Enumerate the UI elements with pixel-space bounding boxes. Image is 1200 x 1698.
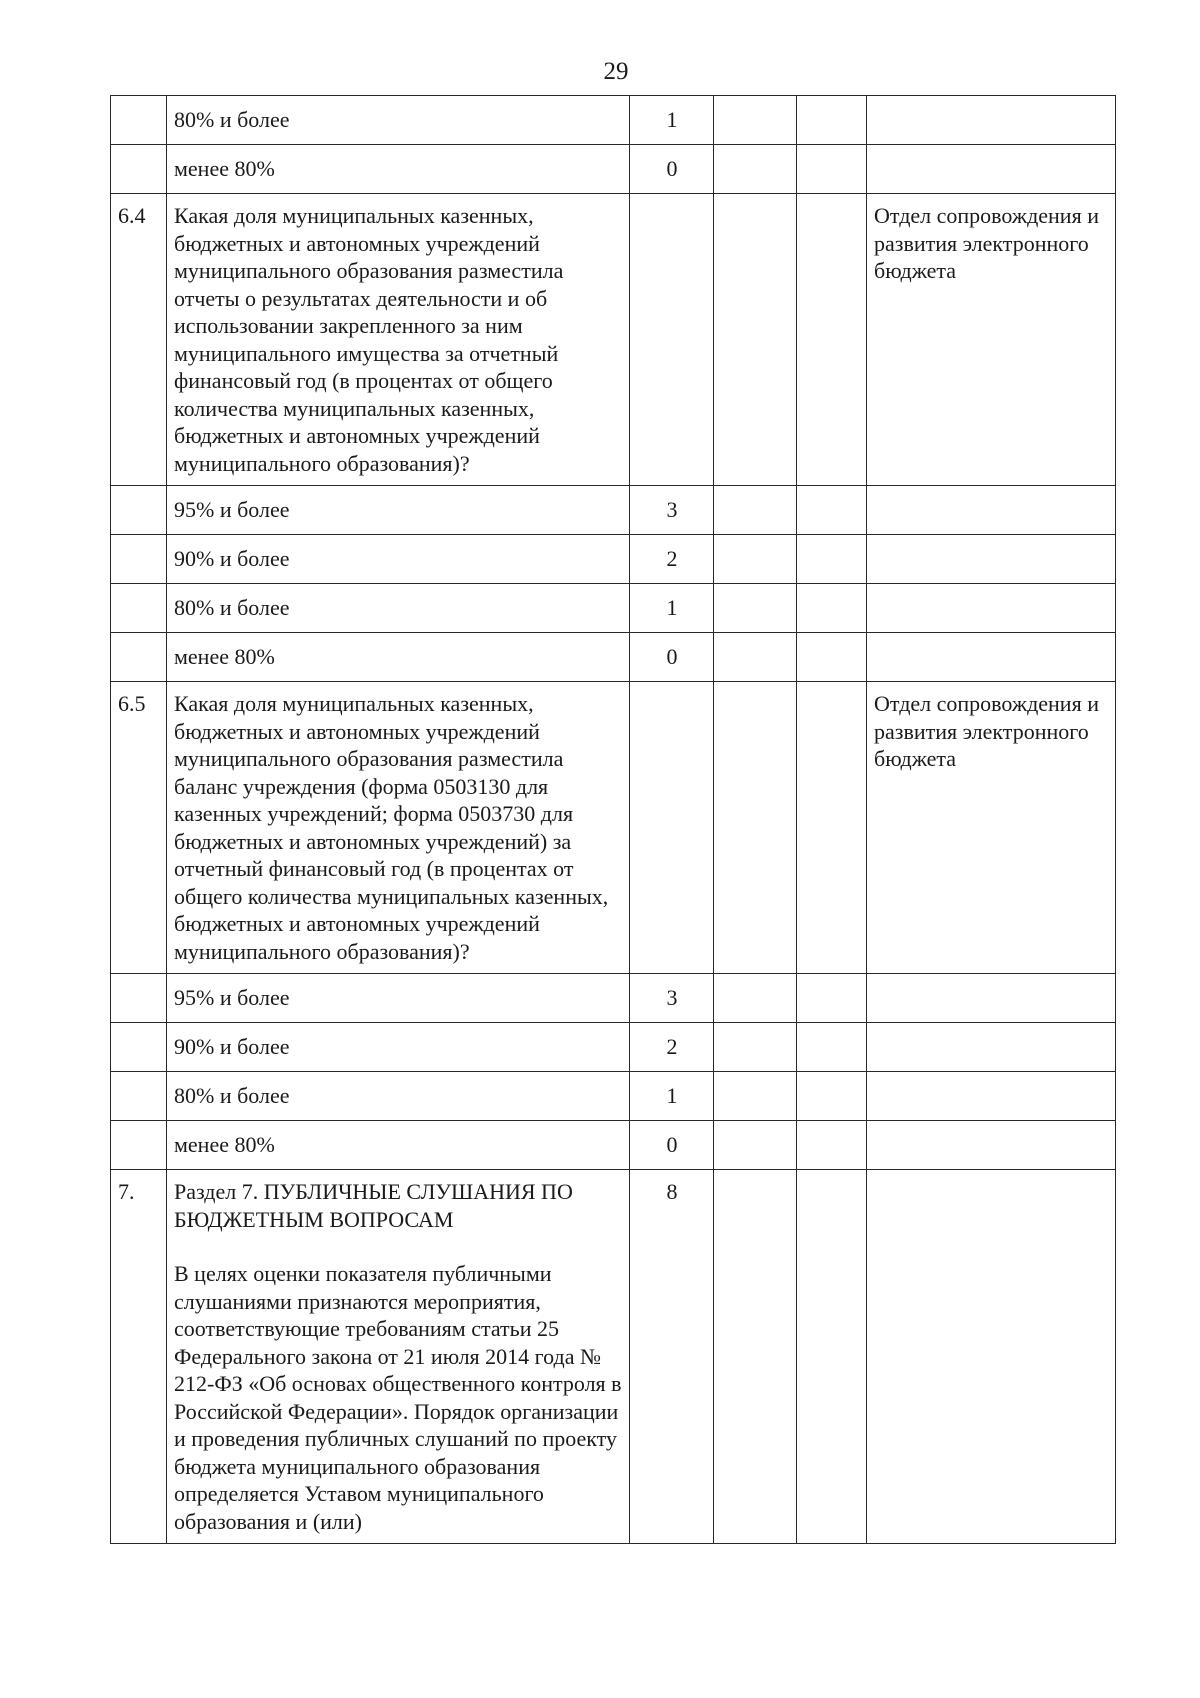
department-cell	[867, 974, 1116, 1023]
department-cell	[867, 486, 1116, 535]
empty-cell	[714, 1121, 797, 1170]
section-title: Раздел 7. ПУБЛИЧНЫЕ СЛУШАНИЯ ПО БЮДЖЕТНЫМ ВОПРОСАМ	[174, 1179, 573, 1232]
empty-cell	[797, 682, 867, 974]
empty-cell	[714, 486, 797, 535]
empty-cell	[714, 682, 797, 974]
row-number	[111, 1023, 167, 1072]
row-number	[111, 145, 167, 194]
paragraph-gap	[174, 1233, 623, 1260]
empty-cell	[714, 535, 797, 584]
criterion-text: 80% и более	[167, 1072, 630, 1121]
empty-cell	[797, 584, 867, 633]
table-row	[111, 1121, 1116, 1170]
row-number	[111, 974, 167, 1023]
empty-cell	[867, 1170, 1116, 1544]
empty-cell	[797, 96, 867, 145]
criterion-text: 80% и более	[167, 584, 630, 633]
row-number: 6.5	[111, 682, 167, 974]
department-cell	[867, 145, 1116, 194]
criterion-text: 95% и более	[167, 974, 630, 1023]
table-row	[111, 535, 1116, 584]
score-cell	[630, 194, 714, 486]
criterion-text: менее 80%	[167, 1121, 630, 1170]
table-row	[111, 1023, 1116, 1072]
criterion-question: Какая доля муниципальных казенных, бюджетных и автономных учреждений муниципального образования разместила баланс учреждения (форма 0503130 для казенных учреждений; форма 0503730 для бюджетных и автономных учреждений) за отчетный финансовый год (в процентах от общего количества муниципальных казенных, бюджетных и автономных учреждений муниципального образования)?	[167, 682, 630, 974]
table-row	[111, 145, 1116, 194]
responsible-department: Отдел сопровождения и развития электронного бюджета	[867, 194, 1116, 486]
empty-cell	[714, 145, 797, 194]
row-number	[111, 584, 167, 633]
table-row	[111, 633, 1116, 682]
table-row-section-7	[111, 1170, 1116, 1544]
criterion-text: 90% и более	[167, 1023, 630, 1072]
table-row	[111, 974, 1116, 1023]
score-cell: 3	[630, 486, 714, 535]
empty-cell	[714, 584, 797, 633]
table-row	[111, 486, 1116, 535]
row-number	[111, 1121, 167, 1170]
criterion-text: 90% и более	[167, 535, 630, 584]
row-number: 6.4	[111, 194, 167, 486]
criterion-text: 80% и более	[167, 96, 630, 145]
criterion-text: менее 80%	[167, 633, 630, 682]
empty-cell	[797, 1072, 867, 1121]
table-row	[111, 584, 1116, 633]
department-cell	[867, 535, 1116, 584]
score-cell: 1	[630, 584, 714, 633]
section-paragraph: В целях оценки показателя публичными слушаниями признаются мероприятия, соответствующие требованиям статьи 25 Федерального закона от 21 июля 2014 года № 212-ФЗ «Об основах общественного контроля в Российской Федерации». Порядок организации и проведения публичных слушаний по проекту бюджета муниципального образования определяется Уставом муниципального образования и (или)	[174, 1261, 622, 1534]
empty-cell	[714, 1023, 797, 1072]
score-cell: 0	[630, 1121, 714, 1170]
score-cell: 1	[630, 96, 714, 145]
score-cell: 0	[630, 145, 714, 194]
department-cell	[867, 1121, 1116, 1170]
department-cell	[867, 96, 1116, 145]
table-row	[111, 96, 1116, 145]
criterion-text: менее 80%	[167, 145, 630, 194]
row-number	[111, 535, 167, 584]
empty-cell	[797, 486, 867, 535]
empty-cell	[797, 1121, 867, 1170]
score-cell: 2	[630, 535, 714, 584]
section-7-cell	[167, 1170, 630, 1544]
department-cell	[867, 1072, 1116, 1121]
score-cell: 1	[630, 1072, 714, 1121]
score-cell	[630, 682, 714, 974]
row-number	[111, 96, 167, 145]
criterion-text: 95% и более	[167, 486, 630, 535]
empty-cell	[797, 1023, 867, 1072]
score-cell: 3	[630, 974, 714, 1023]
score-cell: 2	[630, 1023, 714, 1072]
empty-cell	[714, 96, 797, 145]
empty-cell	[797, 145, 867, 194]
empty-cell	[797, 633, 867, 682]
empty-cell	[797, 1170, 867, 1544]
section-number: 7.	[111, 1170, 167, 1544]
department-cell	[867, 633, 1116, 682]
row-number	[111, 1072, 167, 1121]
department-cell	[867, 584, 1116, 633]
criteria-table	[110, 95, 1116, 1544]
table-row	[111, 1072, 1116, 1121]
criteria-table-body	[111, 96, 1116, 1544]
responsible-department: Отдел сопровождения и развития электронного бюджета	[867, 682, 1116, 974]
empty-cell	[714, 1170, 797, 1544]
empty-cell	[714, 1072, 797, 1121]
empty-cell	[714, 194, 797, 486]
empty-cell	[714, 633, 797, 682]
empty-cell	[714, 974, 797, 1023]
department-cell	[867, 1023, 1116, 1072]
table-row	[111, 682, 1116, 974]
criterion-question: Какая доля муниципальных казенных, бюджетных и автономных учреждений муниципального образования разместила отчеты о результатах деятельности и об использовании закрепленного за ним муниципального имущества за отчетный финансовый год (в процентах от общего количества муниципальных казенных, бюджетных и автономных учреждений муниципального образования)?	[167, 194, 630, 486]
row-number	[111, 486, 167, 535]
row-number	[111, 633, 167, 682]
empty-cell	[797, 974, 867, 1023]
page-number: 29	[603, 58, 629, 85]
section-score: 8	[630, 1170, 714, 1544]
empty-cell	[797, 535, 867, 584]
score-cell: 0	[630, 633, 714, 682]
table-row	[111, 194, 1116, 486]
empty-cell	[797, 194, 867, 486]
